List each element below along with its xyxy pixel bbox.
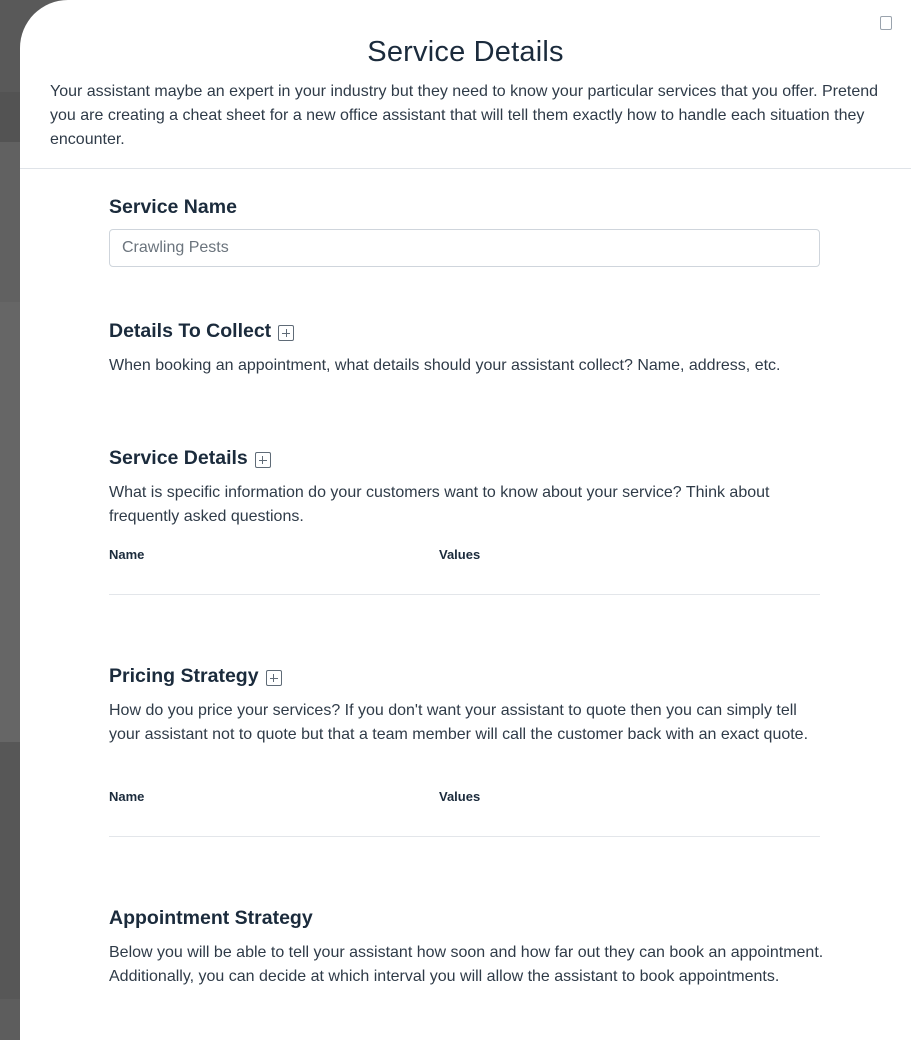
modal-title: Service Details	[367, 36, 564, 68]
details-to-collect-description: When booking an appointment, what details should your assistant collect? Name, address, etc.	[109, 357, 781, 374]
pricing-strategy-table-header	[109, 789, 820, 837]
service-name-input[interactable]	[109, 229, 820, 267]
column-header-values: Values	[439, 547, 481, 562]
column-header-name: Name	[109, 547, 145, 562]
appointment-strategy-description: Below you will be able to tell your assistant how soon and how far out they can book an appointment. Additionally, you can decide at which interval you will allow the assistant to book appointments.	[109, 944, 824, 985]
service-name-heading	[109, 196, 237, 219]
service-details-description: What is specific information do your customers want to know about your service? Think about frequently asked questions.	[109, 484, 770, 525]
column-header-values: Values	[439, 789, 481, 804]
modal-header	[20, 0, 911, 169]
details-to-collect-label: Details To Collect	[109, 320, 272, 342]
add-detail-to-collect-icon[interactable]	[278, 325, 294, 341]
modal-intro: Your assistant maybe an expert in your industry but they need to know your particular services that you offer. Pretend you are creating a cheat sheet for a new office assistant that will tell them exactly how to handle each situation they encounter.	[50, 83, 879, 148]
service-details-label: Service Details	[109, 447, 248, 469]
service-details-modal	[20, 0, 911, 1040]
service-name-label: Service Name	[109, 196, 237, 218]
add-service-detail-icon[interactable]	[255, 452, 271, 468]
service-details-heading	[109, 447, 271, 470]
service-details-table-header	[109, 547, 820, 595]
appointment-strategy-label: Appointment Strategy	[109, 907, 313, 929]
pricing-strategy-label: Pricing Strategy	[109, 665, 259, 687]
details-to-collect-heading	[109, 320, 294, 343]
column-header-name: Name	[109, 789, 145, 804]
add-pricing-strategy-icon[interactable]	[266, 670, 282, 686]
pricing-strategy-heading	[109, 665, 282, 688]
pricing-strategy-description: How do you price your services? If you don't want your assistant to quote then you can simply tell your assistant not to quote but that a team member will call the customer back with an exact quote.	[109, 702, 809, 743]
appointment-strategy-heading	[109, 907, 313, 930]
